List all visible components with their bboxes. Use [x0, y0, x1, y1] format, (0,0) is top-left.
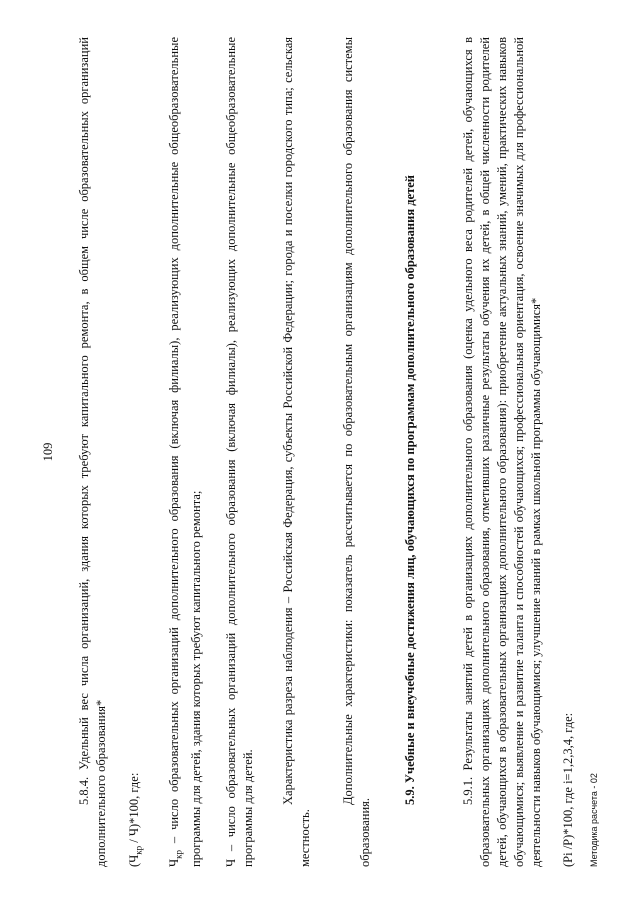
paragraph-5-8-4: 5.8.4. Удельный вес числа организаций, здания которых требуют капитального ремонта, в общем числе образовательных организаций дополнительного образования*	[77, 37, 108, 867]
definition-text: – число образовательных организаций дополнительного образования (включая филиалы), реализующих дополнительные общеобразовательные программы для детей, здания которых требуют капитального ремонта;	[167, 37, 203, 867]
formula-part-a: (Ч	[127, 854, 141, 867]
definition-ch: Ч – число образовательных организаций дополнительного образования (включая филиалы), реализующих дополнительные общеобразовательные программы для детей.	[224, 37, 255, 867]
additional-characteristic: Дополнительные характеристики: показатель рассчитывается по образовательным организациям дополнительного образования системы образования.	[341, 37, 372, 867]
footer-note: Методика расчета - 02	[589, 773, 599, 867]
rotated-page	[40, 37, 600, 867]
paragraph-5-9-1: 5.9.1. Результаты занятий детей в организациях дополнительного образования (оценка удельного веса родителей детей, обучающихся в образовательных организациях дополнительного образования, отметивших различные результаты обучения их детей, в общей численности родителей детей, обучающихся в образовательных организациях дополнительного образования): приобретение актуальных знаний, умений, практических навыков обучающимися; выявление и развитие таланта и способностей обучающихся; профессиональная ориентация, освоение значимых для профессиональной деятельности навыков обучающимися; улучшение знаний в рамках школьной программы обучающимися*	[461, 37, 543, 867]
slice-characteristic: Характеристика разреза наблюдения – Российская Федерация, субъекты Российской Федерации; города и поселки городского типа; сельская местность.	[281, 37, 312, 867]
page-number: 109	[41, 442, 55, 462]
definition-ch-kr	[166, 37, 205, 867]
formula-results: (Pi /P)*100, где i=1,2,3,4, где:	[561, 712, 575, 867]
formula-capital-repair	[126, 37, 148, 867]
symbol-ch: Ч	[167, 858, 181, 867]
formula-subscript: кр	[133, 845, 144, 855]
symbol-subscript: кр	[173, 850, 184, 859]
formula-part-b: / Ч)*100, где:	[127, 772, 141, 846]
section-5-9-heading: 5.9. Учебные и внеучебные достижения лиц, обучающихся по программам дополнительного образования детей	[403, 175, 417, 805]
